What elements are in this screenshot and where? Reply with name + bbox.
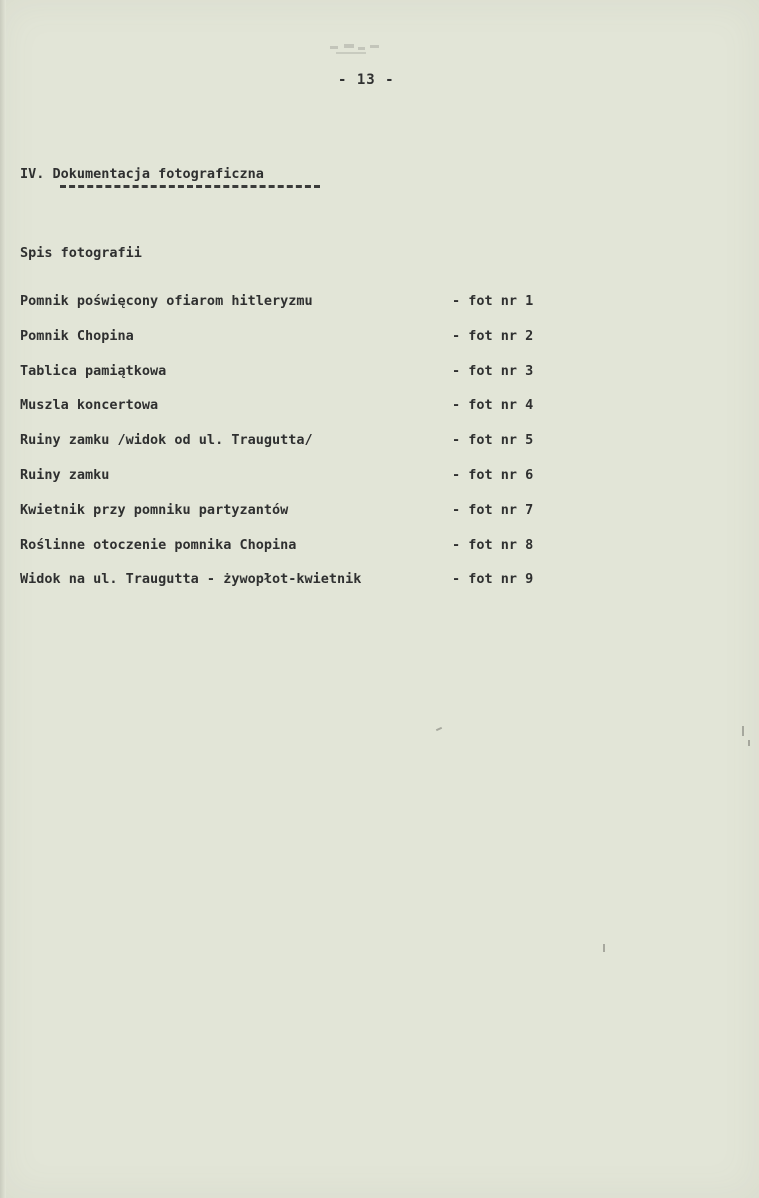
paper-speck bbox=[742, 726, 744, 736]
photo-list bbox=[20, 293, 580, 606]
photo-description: Ruiny zamku bbox=[20, 466, 110, 483]
photo-list-item bbox=[20, 502, 580, 537]
paper-speck bbox=[748, 740, 750, 746]
photo-description: Pomnik poświęcony ofiarom hitleryzmu bbox=[20, 293, 313, 309]
photo-list-item bbox=[20, 537, 580, 572]
photo-reference: - fot nr 8 bbox=[452, 536, 534, 553]
photo-reference: - fot nr 3 bbox=[452, 362, 534, 379]
photo-reference: - fot nr 5 bbox=[452, 432, 534, 449]
photo-reference: - fot nr 2 bbox=[452, 327, 534, 344]
photo-list-item bbox=[20, 571, 580, 606]
photo-list-item bbox=[20, 293, 580, 328]
faint-stamp-mark bbox=[326, 42, 384, 60]
page-edge-shadow bbox=[0, 0, 6, 1198]
photo-description: Roślinne otoczenie pomnika Chopina bbox=[20, 536, 297, 553]
photo-list-item bbox=[20, 328, 580, 363]
photo-description: Widok na ul. Traugutta - żywopłot-kwietnik bbox=[20, 571, 362, 588]
photo-list-item bbox=[20, 397, 580, 432]
page-number: - 13 - bbox=[338, 72, 395, 88]
photo-list-title: Spis fotografii bbox=[20, 245, 142, 261]
photo-description: Ruiny zamku /widok od ul. Traugutta/ bbox=[20, 432, 313, 449]
photo-reference: - fot nr 9 bbox=[452, 571, 534, 588]
photo-description: Tablica pamiątkowa bbox=[20, 362, 167, 379]
paper-speck bbox=[603, 944, 605, 952]
photo-description: Muszla koncertowa bbox=[20, 397, 159, 414]
section-title-underline bbox=[60, 185, 320, 188]
photo-reference: - fot nr 4 bbox=[452, 397, 534, 414]
photo-list-item bbox=[20, 467, 580, 502]
photo-reference: - fot nr 7 bbox=[452, 501, 534, 518]
photo-reference: - fot nr 6 bbox=[452, 466, 534, 483]
photo-reference: - fot nr 1 bbox=[452, 293, 534, 309]
photo-description: Kwietnik przy pomniku partyzantów bbox=[20, 501, 289, 518]
section-title: IV. Dokumentacja fotograficzna bbox=[20, 166, 264, 182]
paper-speck bbox=[436, 727, 442, 731]
photo-list-item bbox=[20, 432, 580, 467]
photo-description: Pomnik Chopina bbox=[20, 327, 134, 344]
photo-list-item bbox=[20, 363, 580, 398]
